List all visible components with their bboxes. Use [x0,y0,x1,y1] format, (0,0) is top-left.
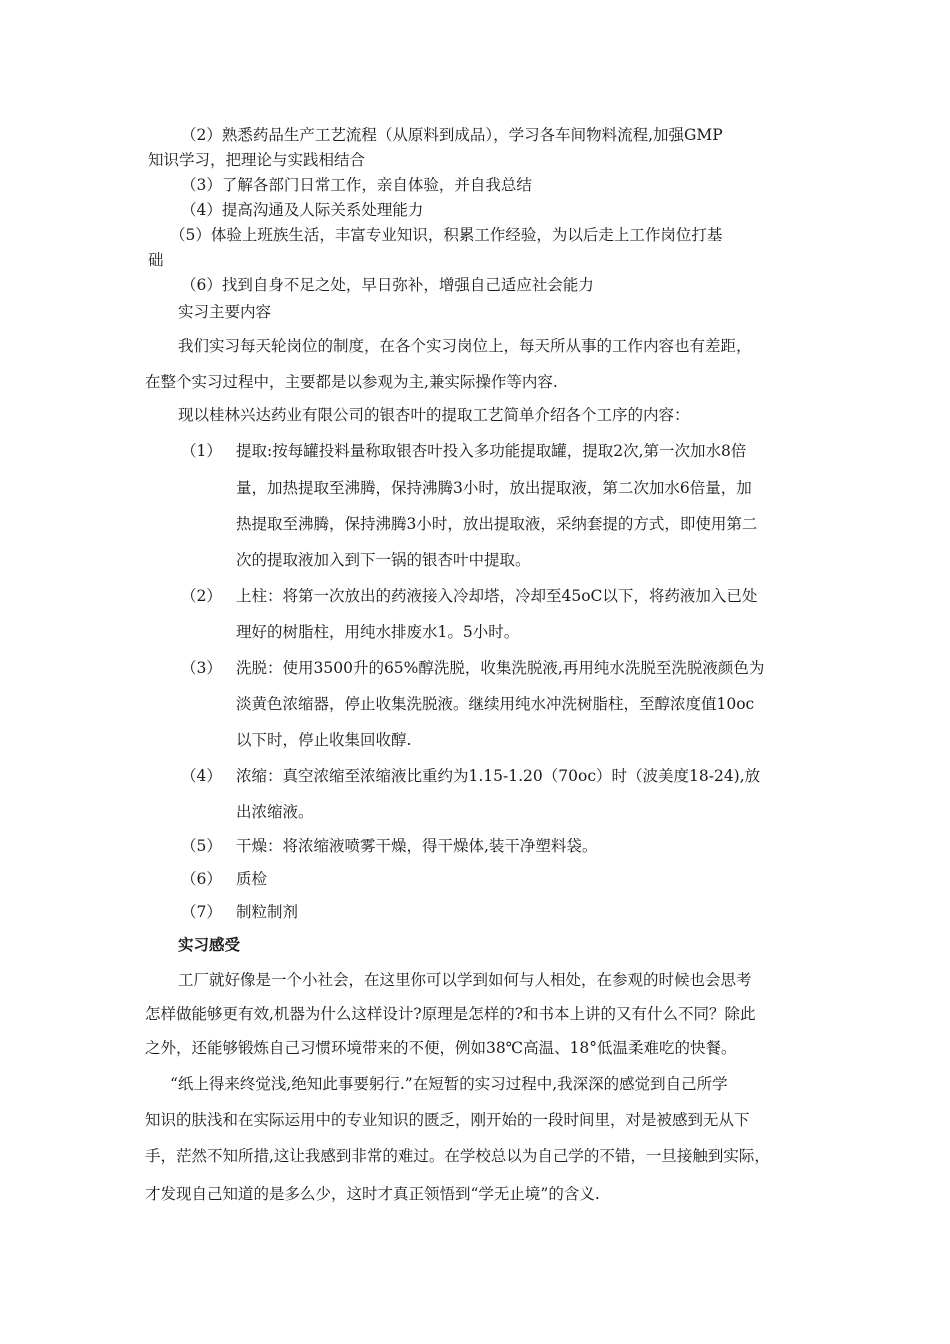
step-1-number: （1） [181,442,222,460]
step-4-line-2: 出浓缩液。 [236,803,314,821]
feeling-p1-line-3: 之外，还能够锻炼自己习惯环境带来的不便，例如38℃高温、18°低温柔难吃的快餐。 [145,1039,737,1057]
goal-2-line-2: 知识学习，把理论与实践相结合 [148,151,366,169]
step-1-line-4: 次的提取液加入到下一锅的银杏叶中提取。 [236,551,531,569]
goal-5-line-2: 础 [148,251,164,269]
step-6-line-1: 质检 [236,870,268,888]
step-2-number: （2） [181,587,222,605]
step-5-line-1: 干燥：将浓缩液喷雾干燥，得干燥体,装干净塑料袋。 [236,837,598,855]
step-3-line-3: 以下时，停止收集回收醇. [236,731,412,749]
step-2-line-1: 上柱：将第一次放出的药液接入冷却塔，冷却至45oC以下，将药液加入已处 [236,587,758,605]
feeling-p1-line-1: 工厂就好像是一个小社会，在这里你可以学到如何与人相处，在参观的时候也会思考 [178,971,752,989]
content-heading: 实习主要内容 [178,303,272,321]
step-3-line-2: 淡黄色浓缩器，停止收集洗脱液。继续用纯水冲洗树脂柱，至醇浓度值10oc [236,695,755,713]
step-7-line-1: 制粒制剂 [236,903,299,921]
feeling-p2-line-2: 知识的肤浅和在实际运用中的专业知识的匮乏，刚开始的一段时间里，对是被感到无从下 [145,1111,750,1129]
step-6-number: （6） [181,870,222,888]
goal-2-line-1: （2）熟悉药品生产工艺流程（从原料到成品），学习各车间物料流程,加强GMP [181,126,723,144]
step-3-number: （3） [181,659,222,677]
step-1-line-2: 量，加热提取至沸腾，保持沸腾3小时，放出提取液，第二次加水6倍量，加 [236,479,752,497]
step-1-line-3: 热提取至沸腾，保持沸腾3小时，放出提取液，采纳套提的方式，即使用第二 [236,515,758,533]
goal-5-line-1: （5）体验上班族生活，丰富专业知识，积累工作经验，为以后走上工作岗位打基 [170,226,723,244]
content-intro-line-2: 在整个实习过程中，主要都是以参观为主,兼实际操作等内容. [145,373,558,391]
step-3-line-1: 洗脱：使用3500升的65%醇洗脱，收集洗脱液,再用纯水洗脱至洗脱液颜色为 [236,659,765,677]
feeling-p2-line-1: “纸上得来终觉浅,绝知此事要躬行.”在短暂的实习过程中,我深深的感觉到自己所学 [170,1075,728,1093]
content-intro-line-1: 我们实习每天轮岗位的制度，在各个实习岗位上，每天所从事的工作内容也有差距， [178,337,752,355]
feeling-heading: 实习感受 [178,935,241,954]
feeling-p2-line-4: 才发现自己知道的是多么少，这时才真正领悟到“学无止境”的含义. [145,1185,600,1203]
goal-6: （6）找到自身不足之处，早日弥补，增强自己适应社会能力 [181,276,594,294]
feeling-p1-line-2: 怎样做能够更有效,机器为什么这样设计?原理是怎样的?和书本上讲的又有什么不同？除此 [145,1005,756,1023]
step-1-line-1: 提取:按每罐投料量称取银杏叶投入多功能提取罐，提取2次,第一次加水8倍 [236,442,747,460]
content-intro-line-3: 现以桂林兴达药业有限公司的银杏叶的提取工艺简单介绍各个工序的内容： [178,406,690,424]
goal-4: （4）提高沟通及人际关系处理能力 [181,201,424,219]
step-2-line-2: 理好的树脂柱，用纯水排废水1。5小时。 [236,623,520,641]
step-7-number: （7） [181,903,222,921]
step-4-number: （4） [181,767,222,785]
step-5-number: （5） [181,837,222,855]
feeling-p2-line-3: 手，茫然不知所措,这让我感到非常的难过。在学校总以为自己学的不错，一旦接触到实际， [145,1147,770,1165]
goal-3: （3）了解各部门日常工作，亲自体验，并自我总结 [181,176,532,194]
step-4-line-1: 浓缩：真空浓缩至浓缩液比重约为1.15-1.20（70oc）时（波美度18-24),放 [236,767,761,785]
